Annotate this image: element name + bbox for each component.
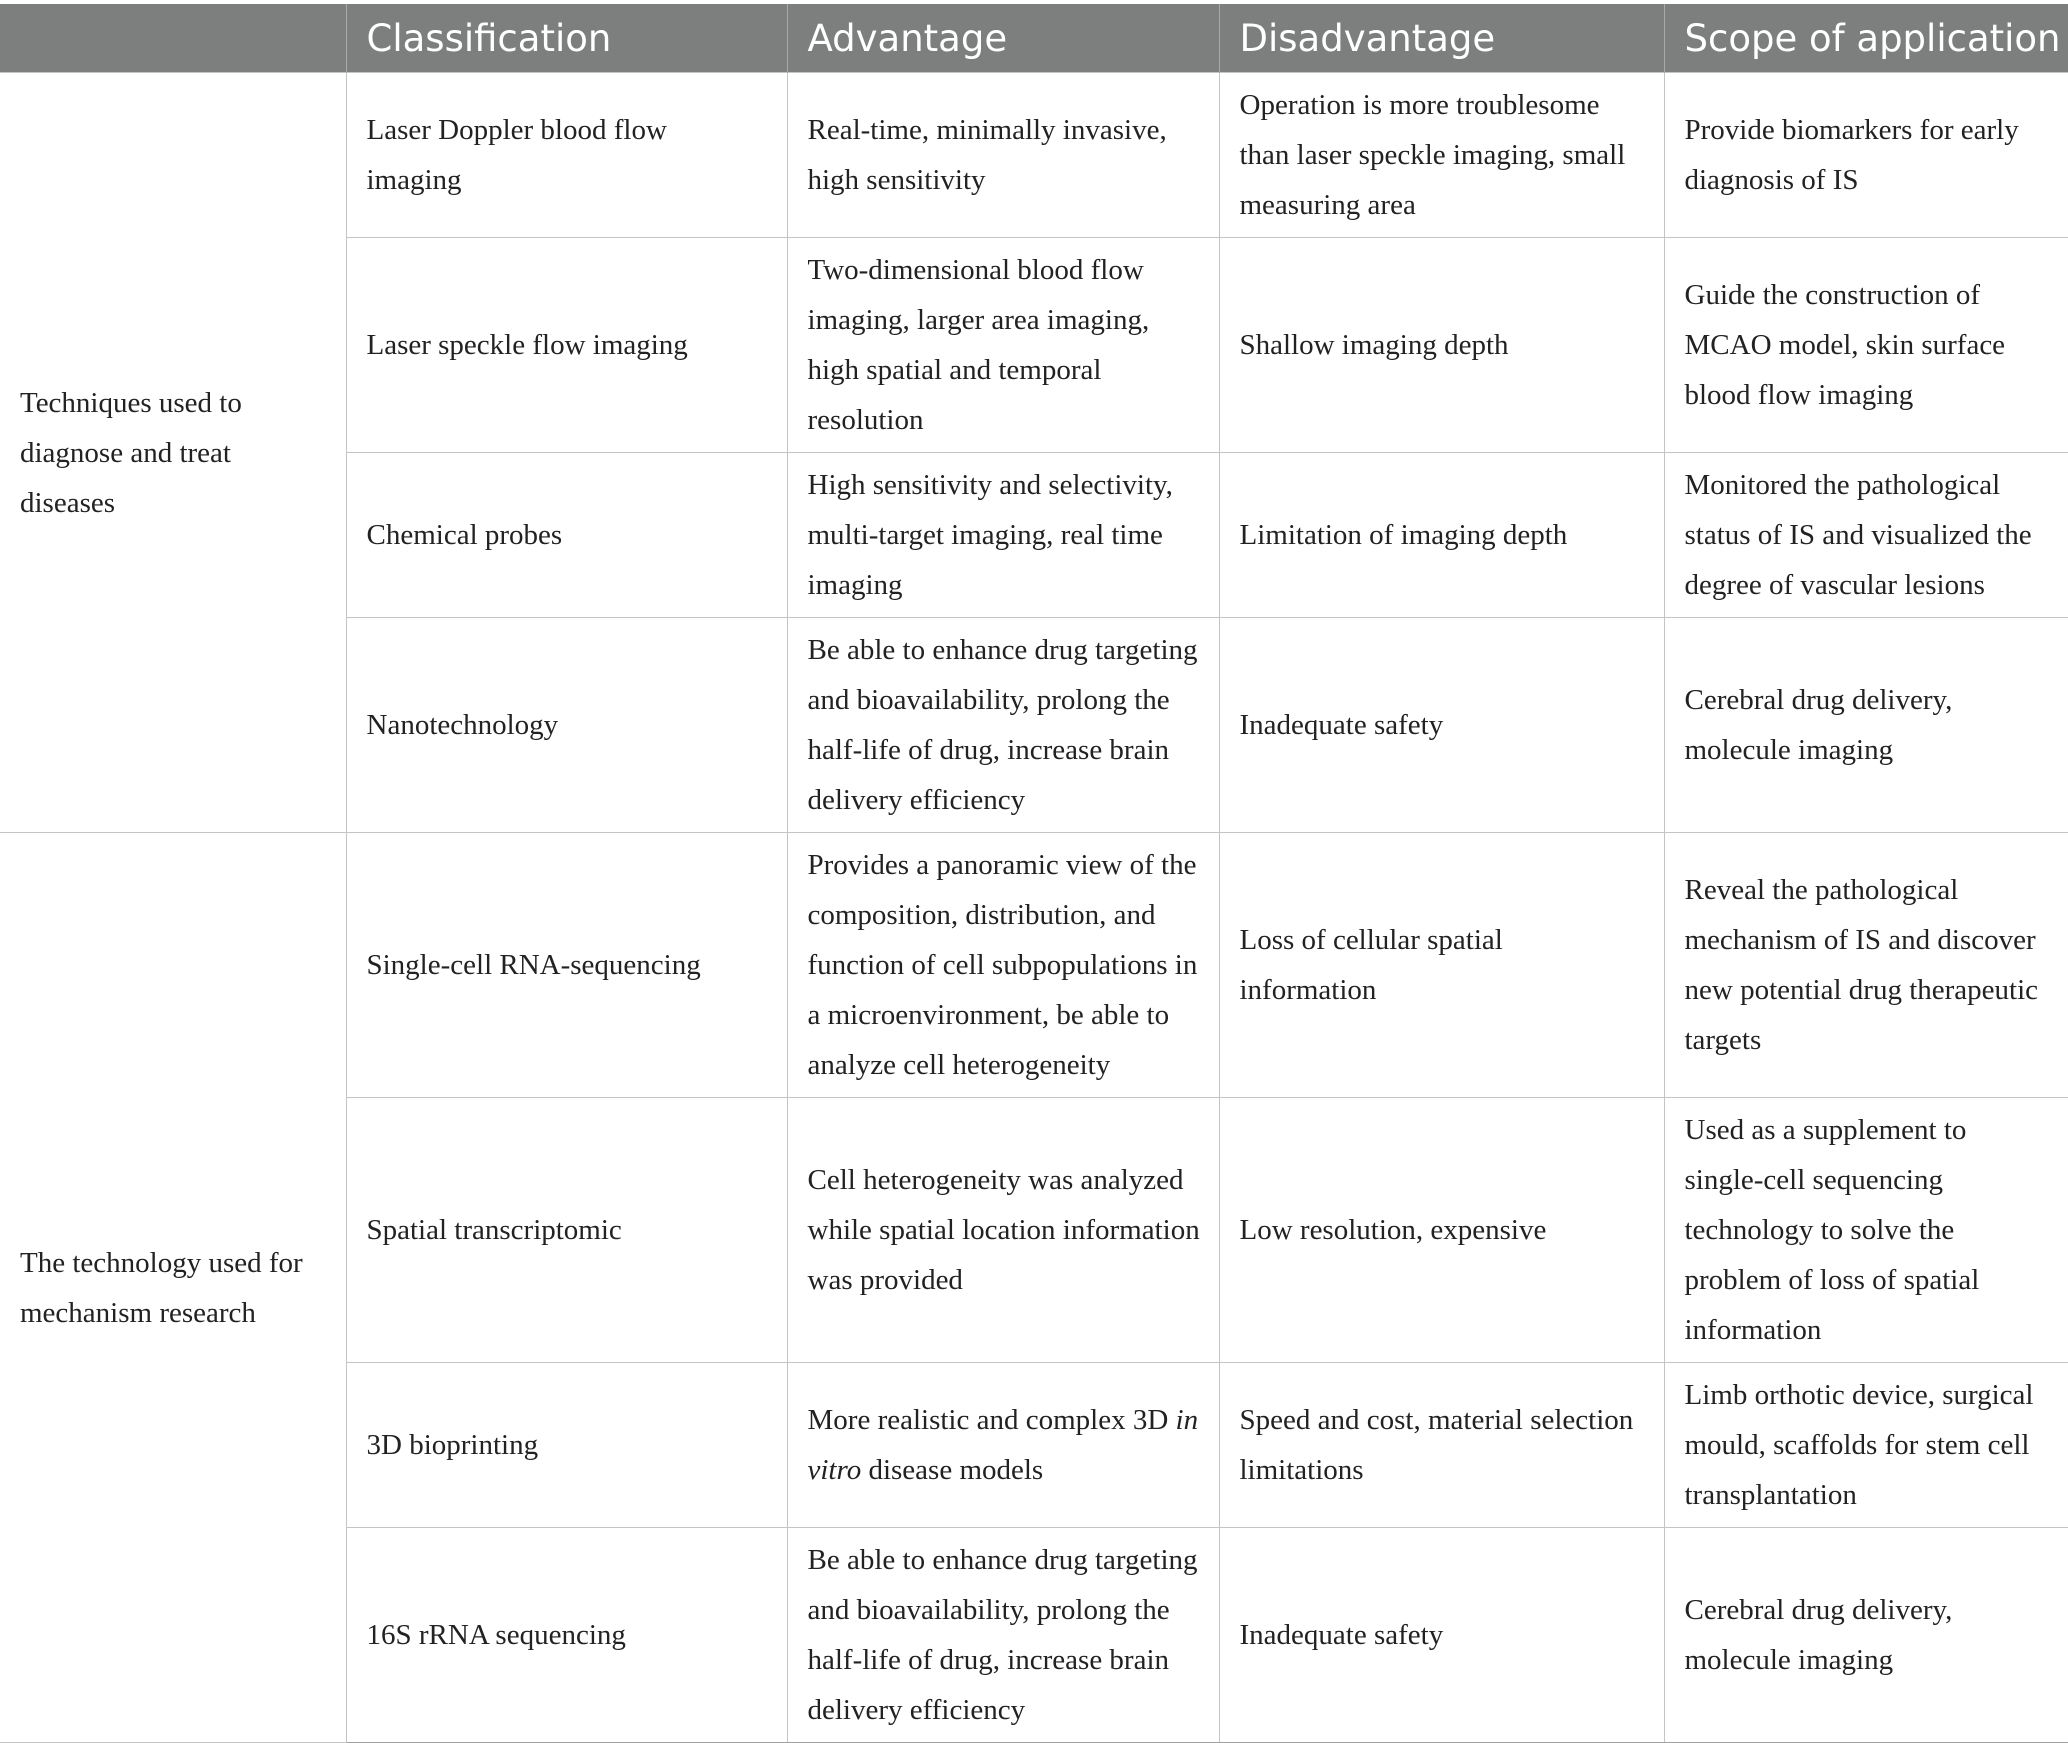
advantage-text-post: disease models <box>861 1454 1044 1486</box>
advantage-text-pre: More realistic and complex 3D <box>807 1404 1176 1436</box>
comparison-table <box>0 4 2068 1743</box>
classification-cell: 3D bioprinting <box>346 1363 787 1528</box>
classification-cell: Single-cell RNA-sequencing <box>346 833 787 1098</box>
header-classification: Classification <box>346 4 787 73</box>
classification-cell: Chemical probes <box>346 453 787 618</box>
disadvantage-cell: Operation is more troublesome than laser speckle imaging, small measuring area <box>1219 73 1664 238</box>
header-advantage: Advantage <box>787 4 1219 73</box>
group-label: The technology used for mechanism research <box>0 833 346 1743</box>
disadvantage-cell: Loss of cellular spatial information <box>1219 833 1664 1098</box>
header-group <box>0 4 346 73</box>
disadvantage-cell: Inadequate safety <box>1219 618 1664 833</box>
disadvantage-cell: Inadequate safety <box>1219 1528 1664 1743</box>
classification-cell: Nanotechnology <box>346 618 787 833</box>
scope-cell: Cerebral drug delivery, molecule imaging <box>1664 1528 2068 1743</box>
table-row <box>0 833 2068 1098</box>
disadvantage-cell: Shallow imaging depth <box>1219 238 1664 453</box>
scope-cell: Limb orthotic device, surgical mould, scaffolds for stem cell transplantation <box>1664 1363 2068 1528</box>
scope-cell: Used as a supplement to single-cell sequencing technology to solve the problem of loss of spatial information <box>1664 1098 2068 1363</box>
scope-cell: Monitored the pathological status of IS and visualized the degree of vascular lesions <box>1664 453 2068 618</box>
scope-cell: Reveal the pathological mechanism of IS and discover new potential drug therapeutic targets <box>1664 833 2068 1098</box>
advantage-text-italic: in vitro <box>807 1404 1199 1486</box>
scope-cell: Cerebral drug delivery, molecule imaging <box>1664 618 2068 833</box>
header-disadvantage: Disadvantage <box>1219 4 1664 73</box>
scope-cell: Guide the construction of MCAO model, skin surface blood flow imaging <box>1664 238 2068 453</box>
classification-cell: Spatial transcriptomic <box>346 1098 787 1363</box>
header-scope: Scope of application <box>1664 4 2068 73</box>
advantage-cell: Be able to enhance drug targeting and bioavailability, prolong the half-life of drug, increase brain delivery efficiency <box>787 618 1219 833</box>
advantage-cell: Two-dimensional blood flow imaging, larger area imaging, high spatial and temporal resolution <box>787 238 1219 453</box>
advantage-cell: Real-time, minimally invasive, high sensitivity <box>787 73 1219 238</box>
advantage-cell <box>787 1363 1219 1528</box>
classification-cell: Laser Doppler blood flow imaging <box>346 73 787 238</box>
disadvantage-cell: Low resolution, expensive <box>1219 1098 1664 1363</box>
scope-cell: Provide biomarkers for early diagnosis of IS <box>1664 73 2068 238</box>
table-row <box>0 73 2068 238</box>
group-label: Techniques used to diagnose and treat diseases <box>0 73 346 833</box>
header-row <box>0 4 2068 73</box>
classification-cell: 16S rRNA sequencing <box>346 1528 787 1743</box>
disadvantage-cell: Speed and cost, material selection limitations <box>1219 1363 1664 1528</box>
advantage-cell: Provides a panoramic view of the composition, distribution, and function of cell subpopulations in a microenvironment, be able to analyze cell heterogeneity <box>787 833 1219 1098</box>
advantage-cell: Be able to enhance drug targeting and bioavailability, prolong the half-life of drug, increase brain delivery efficiency <box>787 1528 1219 1743</box>
advantage-cell: High sensitivity and selectivity, multi-target imaging, real time imaging <box>787 453 1219 618</box>
advantage-cell: Cell heterogeneity was analyzed while spatial location information was provided <box>787 1098 1219 1363</box>
disadvantage-cell: Limitation of imaging depth <box>1219 453 1664 618</box>
classification-cell: Laser speckle flow imaging <box>346 238 787 453</box>
